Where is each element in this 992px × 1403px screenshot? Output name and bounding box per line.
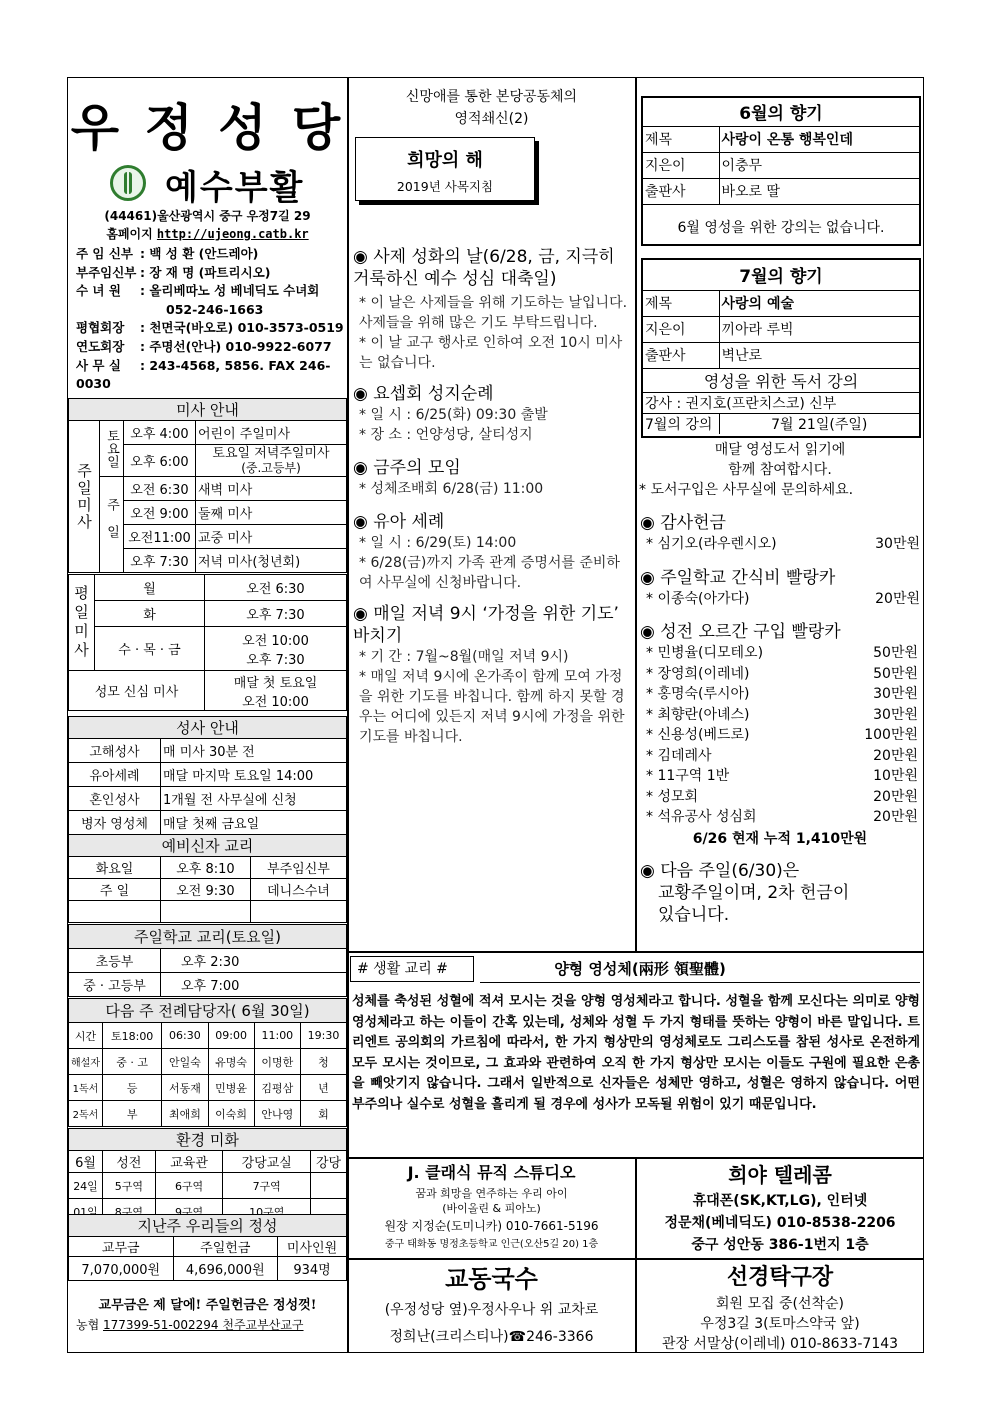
weekday-day: 화 — [95, 601, 205, 627]
weekday-day: 수 · 목 · 금 — [95, 627, 205, 671]
catechumen-teacher: 부주임신부 — [250, 857, 346, 879]
duty-title: 다음 주 전례담당자( 6월 30일) — [69, 999, 347, 1023]
church-logo-icon — [110, 165, 146, 201]
weekday-mass-label: 평일미사 — [69, 575, 95, 671]
bank-account — [76, 1316, 344, 1333]
book-label: 지은이 — [643, 152, 719, 178]
doctrine-title: 양형 영성체(兩形 領聖體) — [554, 960, 726, 978]
doctrine-top-line — [347, 951, 924, 953]
duty-cell: 년 — [300, 1075, 346, 1101]
church-address: (44461)울산광역시 중구 우정7길 29 — [104, 209, 311, 223]
cleaning-cell: 01일 — [69, 1199, 103, 1225]
staff-row: 052-246-1663 — [166, 301, 264, 317]
notice-list — [353, 246, 633, 747]
sacrament-title: 성사 안내 — [69, 717, 347, 739]
book-label: 출판사 — [643, 178, 719, 204]
catechumen-day: 화요일 — [69, 857, 161, 879]
ad-title: 선경탁구장 — [726, 1265, 834, 1290]
duty-table — [68, 998, 347, 1127]
mass-time: 오후 6:00 — [124, 445, 196, 477]
ad-line: 정문채(베네딕도) 010-8538-2206 — [664, 1215, 896, 1231]
book-label: 출판사 — [643, 342, 719, 368]
sacrament-name: 유아세례 — [69, 763, 161, 787]
school-time: 오후 7:00 — [161, 973, 347, 997]
reading-note: 매달 영성도서 읽기에 함께 참여합시다. * 도서구입은 사무실에 문의하세요. — [639, 442, 854, 498]
offering-title: 지난주 우리들의 정성 — [69, 1215, 347, 1237]
cleaning-cell: 9구역 — [155, 1199, 223, 1225]
ad-line: (우정성당 옆)우정사우나 위 교차로 — [384, 1302, 599, 1318]
sacrament-value: 매달 마지막 토요일 14:00 — [161, 763, 347, 787]
church-motto: 예수부활 — [165, 168, 305, 208]
ad-line: 회원 모집 중(선착순) — [715, 1296, 845, 1312]
cleaning-cell: 7구역 — [223, 1173, 311, 1199]
mass-time: 오전 6:30 — [124, 477, 196, 501]
catechumen-teacher: 데니스수녀 — [250, 879, 346, 901]
ad-line: 꿈과 희망을 연주하는 우리 아이 — [415, 1187, 568, 1200]
book-value: 벽난로 — [719, 342, 919, 368]
ad-line: 휴대폰(SK,KT,LG), 인터넷 — [692, 1193, 868, 1209]
staff-row: 사 무 실 : 243-4568, 5856. FAX 246-0030 — [76, 357, 331, 392]
catechumen-day: 주 일 — [69, 879, 161, 901]
staff-row: 부주임신부 : 장 재 명 (파트리시오) — [76, 264, 271, 280]
cleaning-header: 성전 — [103, 1151, 156, 1173]
lecture-title: 영성을 위한 독서 강의 — [643, 368, 919, 392]
june-book-box — [641, 96, 921, 246]
july-book-table — [643, 260, 919, 434]
notice-line: * 장 소 : 언양성당, 살티성지 — [359, 427, 533, 443]
donation-row: * 최향란(아녜스) 30만원 — [646, 706, 918, 723]
donation-row: * 김데레사 20만원 — [646, 747, 918, 764]
notice-line: * 일 시 : 6/25(화) 09:30 출발 — [359, 407, 548, 423]
duty-header: 09:00 — [208, 1023, 254, 1049]
offering-value: 4,696,000원 — [173, 1257, 278, 1281]
duty-header: 19:30 — [300, 1023, 346, 1049]
school-time: 오후 2:30 — [161, 949, 347, 973]
notice-line: * 6/28(금)까지 가족 관계 증명서를 준비하여 사무실에 신청바랍니다. — [359, 555, 620, 591]
duty-cell: 1독서 — [69, 1075, 103, 1101]
ad-line: 중구 성안동 386-1번지 1층 — [691, 1237, 869, 1253]
snack-heading: ◉ 주일학교 간식비 빨랑카 — [640, 567, 836, 588]
mass-name: 둘째 미사 — [196, 501, 347, 525]
cleaning-cell: 8구역 — [103, 1199, 156, 1225]
staff-list — [76, 245, 344, 394]
sacrament-name: 혼인성사 — [69, 787, 161, 811]
cleaning-title: 환경 미화 — [69, 1129, 347, 1151]
cleaning-cell: 24일 — [69, 1173, 103, 1199]
saturday-label: 토요일 — [100, 421, 124, 477]
lecture-label: 7월의 강의 — [643, 413, 719, 434]
ad-title: J. 클래식 뮤직 스튜디오 — [407, 1163, 576, 1182]
cleaning-header: 강당 — [311, 1151, 347, 1173]
donation-row: * 성모회 20만원 — [646, 788, 918, 805]
sacrament-table — [68, 716, 347, 835]
mass-name: 토요일 저녁주일미사 (중.고등부) — [196, 445, 347, 477]
duty-cell: 이숙희 — [208, 1101, 254, 1127]
thanks-heading: ◉ 감사헌금 — [640, 513, 726, 533]
bank-name: 농협 — [76, 1318, 100, 1332]
weekday-time: 오전 6:30 — [205, 575, 347, 601]
organ-total: 6/26 현재 누적 1,410만원 — [692, 830, 868, 847]
sunday-mass-label: 주일미사 — [69, 421, 100, 573]
doctrine-body: 성체를 축성된 성혈에 적셔 모시는 것을 양형 영성체라고 합니다. 성혈을 함께 모신다는 의미로 양형 영성체라고 하는 이들이 간혹 있는데, 성체와 성혈 두 가지 형태를 뜻하는 양형이 바른 말입니다. 트리엔트 공의회의 가르침에 따라서, 한 가지 형상만의 영성체로도 그리스도를 참된 성사로 온전하게 모두 모시는 것이므로, 그 효과와 관련하여 오직 한 가지 형상만 모시는 이들도 구원에 필요한 은총을 빼앗기지 않습니다. 그래서 일반적으로 신자들은 성체만 영하고, 성혈은 영하지 않습니다. 어떤 부주의나 실수로 성혈을 흘리게 될 경우에 성사가 모독될 위험이 있기 때문입니다. — [352, 994, 920, 1112]
ad-title: 교동국수 — [445, 1265, 538, 1293]
notice-line: * 일 시 : 6/29(토) 14:00 — [359, 535, 517, 551]
sunday-label: 주일 — [100, 477, 124, 573]
lecturer: 강사 : 권지호(프란치스코) 신부 — [643, 392, 919, 413]
sacrament-value: 매 미사 30분 전 — [161, 739, 347, 763]
ad-noodles — [349, 1262, 634, 1350]
offerings-list — [640, 512, 920, 926]
book-value: 사랑의 예술 — [719, 290, 919, 316]
notice-line: * 이 날은 사제들을 위해 기도하는 날입니다. 사제들을 위해 많은 기도 부탁드립니다. — [359, 295, 628, 331]
july-book-box — [641, 258, 921, 438]
duty-header: 11:00 — [254, 1023, 300, 1049]
doctrine-title-underline — [480, 982, 920, 983]
weekday-day: 월 — [95, 575, 205, 601]
duty-cell: 이명한 — [254, 1049, 300, 1075]
ad-line: 우정3길 3(토마스약국 앞) — [700, 1316, 860, 1332]
offering-table — [68, 1214, 347, 1281]
donation-row: * 홍명숙(루시아) 30만원 — [646, 686, 918, 702]
notice-line: * 매일 저녁 9시에 온가족이 함께 모여 가정을 위한 기도를 바칩니다. 함께 하지 못할 경우는 어디에 있든지 저녁 9시에 가정을 위한 기도를 바칩니다. — [359, 669, 625, 745]
lecture-date: 7월 21일(주일) — [719, 413, 919, 434]
donation-row: * 11구역 1반 10만원 — [646, 768, 918, 784]
notice-heading: ◉ 사제 성화의 날(6/28, 금, 지극히 거룩하신 예수 성심 대축일) — [353, 247, 615, 289]
duty-cell: 부 — [103, 1101, 162, 1127]
duty-cell: 안일숙 — [162, 1049, 208, 1075]
weekday-mass-table — [68, 574, 347, 711]
sunday-school-title: 주일학교 교리(토요일) — [69, 925, 347, 949]
mass-name: 어린이 주일미사 — [196, 421, 347, 445]
ad-line: 정희난(크리스티나)☎246-3366 — [389, 1329, 594, 1345]
sunday-school-table — [68, 924, 347, 997]
catechumen-time: 오후 8:10 — [161, 857, 251, 879]
catechumen-title: 예비신자 교리 — [69, 835, 347, 857]
duty-cell: 민병윤 — [208, 1075, 254, 1101]
mass-time: 오후 7:30 — [124, 549, 196, 573]
duty-cell: 2독서 — [69, 1101, 103, 1127]
offering-header: 미사인원 — [278, 1237, 347, 1257]
hope-year-title: 희망의 해 — [407, 150, 483, 171]
cleaning-table — [68, 1128, 347, 1225]
july-book-title: 7월의 향기 — [643, 260, 919, 290]
cleaning-cell: 10구역 — [223, 1199, 311, 1225]
mass-time: 오후 4:00 — [124, 421, 196, 445]
offering-slogan: 교무금은 제 달에! 주일헌금은 정성껏! — [98, 1298, 317, 1313]
offering-value: 7,070,000원 — [69, 1257, 174, 1281]
notice-line: * 이 날 교구 행사로 인하여 오전 10시 미사는 없습니다. — [359, 335, 623, 371]
book-value: 바오로 딸 — [719, 178, 919, 204]
duty-cell: 회 — [300, 1101, 346, 1127]
doctrine-tag: # 생활 교리 # — [350, 956, 474, 982]
duty-header: 시간 — [69, 1023, 103, 1049]
duty-cell: 해설자 — [69, 1049, 103, 1075]
ad-line: (바이올린 & 피아노) — [442, 1202, 541, 1215]
ad-telecom — [637, 1160, 923, 1256]
hope-year-box — [355, 137, 535, 201]
notice-heading: ◉ 요셉회 성지순례 — [353, 384, 494, 404]
donation-row: * 민병율(디모테오) 50만원 — [646, 645, 918, 661]
staff-row: 주 임 신부 : 백 성 환 (안드레아) — [76, 246, 259, 261]
cleaning-header: 강당교실 — [223, 1151, 311, 1173]
donation-row: * 장영희(이레네) 50만원 — [646, 665, 918, 682]
cleaning-cell: 6구역 — [155, 1173, 223, 1199]
sacrament-name: 고해성사 — [69, 739, 161, 763]
notice-heading: ◉ 유아 세례 — [353, 512, 445, 532]
june-book-title: 6월의 향기 — [643, 98, 919, 126]
notice-line: * 기 간 : 7월~8월(매일 저녁 9시) — [359, 649, 569, 665]
cleaning-header: 6월 — [69, 1151, 103, 1173]
next-sunday-line: 있습니다. — [658, 904, 730, 925]
next-sunday-line: 교황주일이며, 2차 헌금이 — [658, 882, 850, 903]
hope-year-sub: 2019년 사목지침 — [396, 179, 494, 194]
sacrament-value: 매달 첫째 금요일 — [161, 811, 347, 835]
duty-cell: 등 — [103, 1075, 162, 1101]
marian-mass-label: 성모 신심 미사 — [69, 671, 205, 711]
homepage-link[interactable]: http://ujeong.catb.kr — [156, 227, 309, 241]
staff-row: 연도회장 : 주명선(안나) 010-9922-6077 — [76, 338, 332, 354]
duty-cell: 중 · 고 — [103, 1049, 162, 1075]
donation-row: * 심기오(라우렌시오) 30만원 — [646, 536, 920, 552]
catechumen-time: 오전 9:30 — [161, 879, 251, 901]
organ-heading: ◉ 성전 오르간 구입 빨랑카 — [640, 622, 841, 642]
account-number: 177399-51-002294 천주교부산교구 — [103, 1318, 304, 1332]
ad-line: 원장 지정순(도미니카) 010-7661-5196 — [384, 1219, 599, 1233]
homepage — [69, 225, 346, 242]
mass-name: 저녁 미사(청년회) — [196, 549, 347, 573]
duty-cell: 최애희 — [162, 1101, 208, 1127]
ad-music-studio — [349, 1160, 634, 1254]
cleaning-cell: 5구역 — [103, 1173, 156, 1199]
mass-time: 오전11:00 — [124, 525, 196, 549]
column-divider-right — [635, 77, 637, 952]
june-book-table — [643, 98, 919, 205]
duty-cell: 김평삼 — [254, 1075, 300, 1101]
mass-time: 오전 9:00 — [124, 501, 196, 525]
donation-row: * 석유공사 성심회 20만원 — [646, 809, 918, 825]
ad-line: 관장 서말상(이레네) 010-8633-7143 — [661, 1336, 899, 1352]
book-value: 이충무 — [719, 152, 919, 178]
book-value: 사랑이 온통 행복인데 — [719, 126, 919, 152]
duty-cell: 서동재 — [162, 1075, 208, 1101]
staff-row: 평협회장 : 천면국(바오로) 010-3573-0519 — [76, 320, 344, 336]
donation-row: * 이종숙(아가다) 20만원 — [646, 590, 920, 607]
ad-table-tennis — [637, 1262, 923, 1354]
notice-heading: ◉ 금주의 모임 — [353, 458, 461, 478]
homepage-label: 홈페이지 — [106, 227, 153, 241]
notice-line: * 성체조배회 6/28(금) 11:00 — [359, 481, 544, 497]
offering-header: 주일헌금 — [173, 1237, 278, 1257]
offering-header: 교무금 — [69, 1237, 174, 1257]
june-note: 6월 영성을 위한 강의는 없습니다. — [677, 219, 885, 236]
duty-header: 토18:00 — [103, 1023, 162, 1049]
book-label: 제목 — [643, 290, 719, 316]
cleaning-header: 교육관 — [155, 1151, 223, 1173]
pastoral-heading: 신망애를 통한 본당공동체의 영적쇄신(2) — [405, 89, 578, 127]
book-label: 제목 — [643, 126, 719, 152]
school-grade: 초등부 — [69, 949, 161, 973]
mass-name: 교중 미사 — [196, 525, 347, 549]
weekday-time: 오후 7:30 — [205, 601, 347, 627]
donation-row: * 신용성(베드로) 100만원 — [646, 727, 918, 743]
mass-name: 새벽 미사 — [196, 477, 347, 501]
duty-header: 06:30 — [162, 1023, 208, 1049]
staff-row: 수 녀 원 : 올리베따노 성 베네딕도 수녀회 — [76, 283, 320, 299]
notice-heading: ◉ 매일 저녁 9시 ‘가정을 위한 기도’ 바치기 — [353, 604, 619, 646]
church-title: 우 정 성 당 — [70, 98, 345, 157]
mass-title: 미사 안내 — [69, 399, 347, 421]
catechumen-table — [68, 834, 347, 923]
duty-cell: 유명숙 — [208, 1049, 254, 1075]
next-sunday-heading: ◉ 다음 주일(6/30)은 — [640, 860, 800, 881]
book-value: 끼아라 루빅 — [719, 316, 919, 342]
sacrament-name: 병자 영성체 — [69, 811, 161, 835]
cleaning-cell — [311, 1173, 347, 1199]
mass-table — [68, 398, 347, 573]
ad-title: 희야 텔레콤 — [728, 1163, 832, 1187]
duty-cell: 청 — [300, 1049, 346, 1075]
ad-line: 중구 태화동 명정초등학교 인근(오산5길 20) 1층 — [384, 1239, 599, 1250]
weekday-time: 오전 10:00 오후 7:30 — [205, 627, 347, 671]
book-label: 지은이 — [643, 316, 719, 342]
school-grade: 중 · 고등부 — [69, 973, 161, 997]
marian-mass-time: 매달 첫 토요일 오전 10:00 — [205, 671, 347, 711]
sacrament-value: 1개월 전 사무실에 신청 — [161, 787, 347, 811]
duty-cell: 안나영 — [254, 1101, 300, 1127]
offering-value: 934명 — [278, 1257, 347, 1281]
